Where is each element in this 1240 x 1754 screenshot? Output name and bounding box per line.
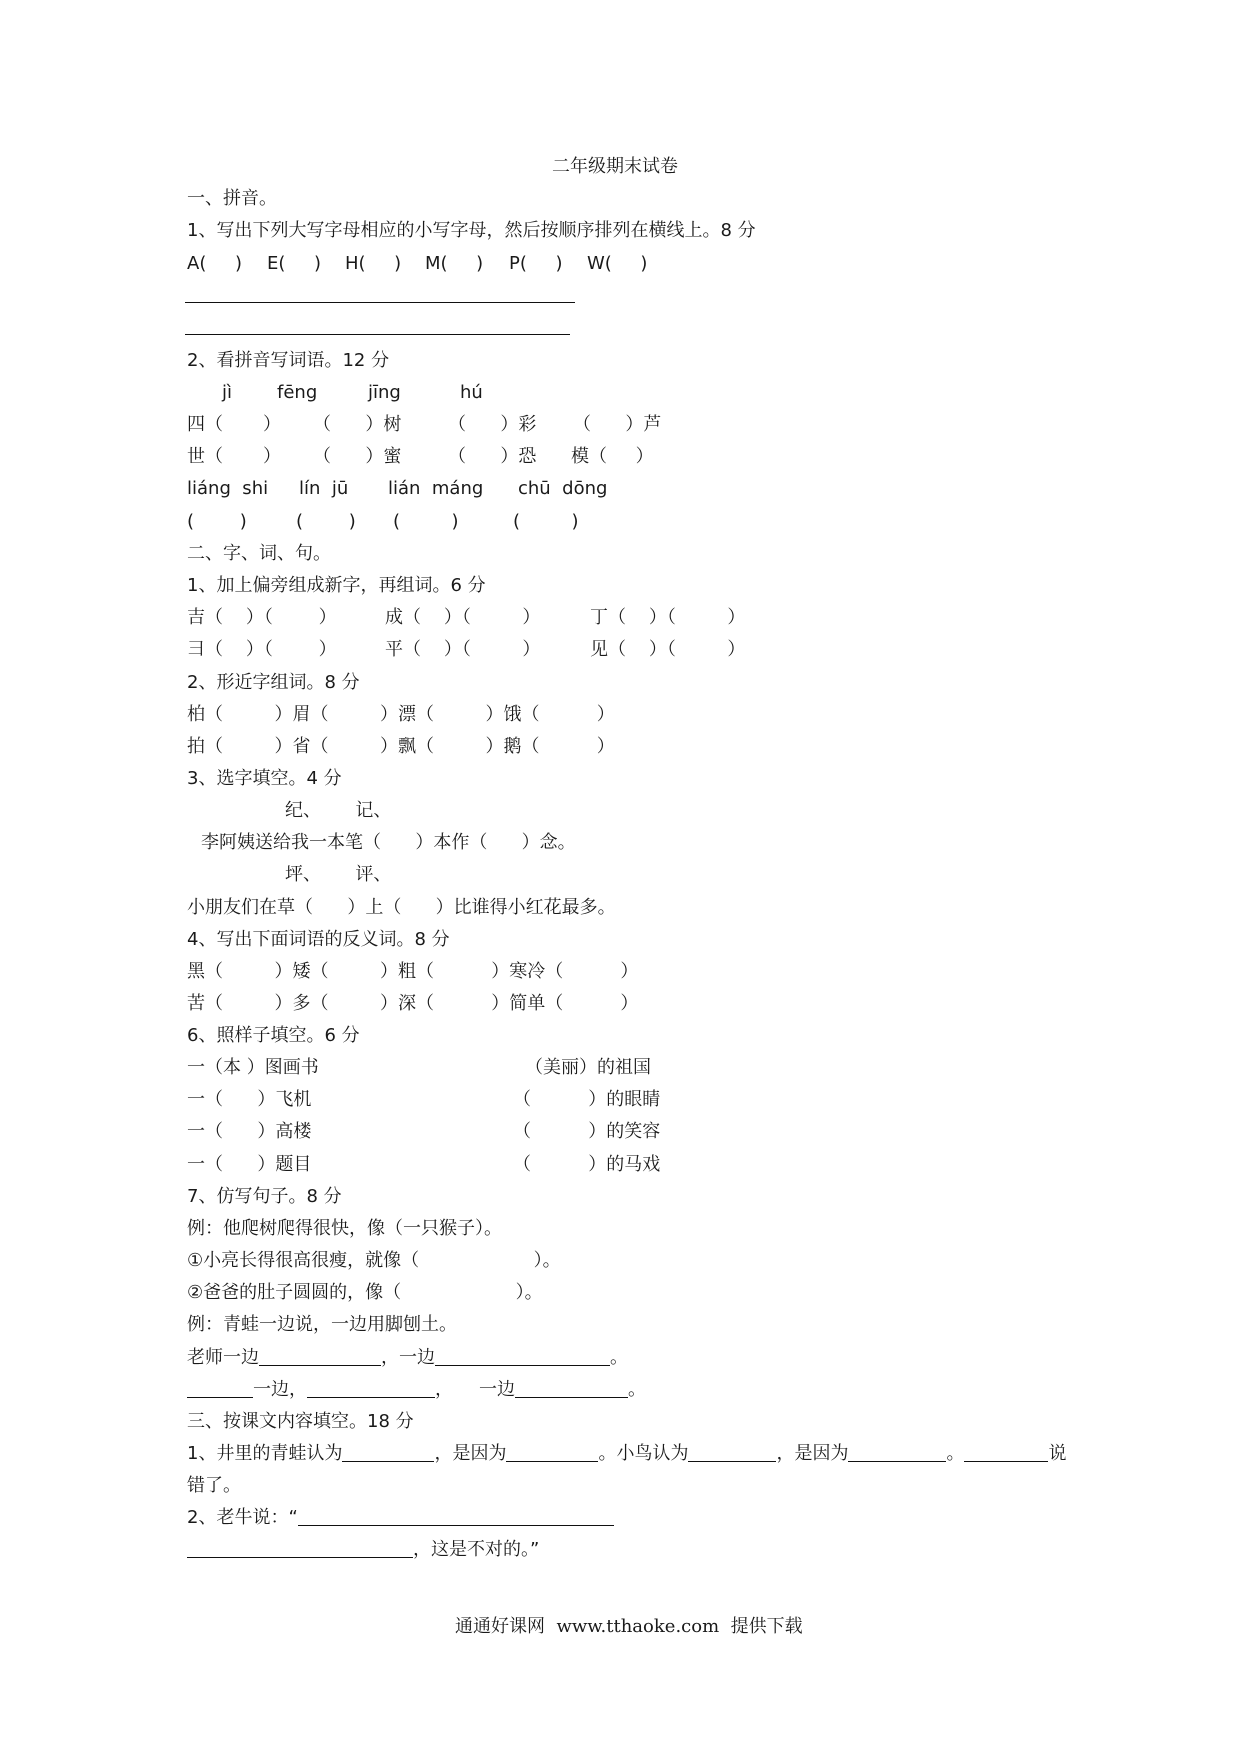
pattern-left-2: 一（ ）飞机 — [187, 1089, 312, 1110]
radical-r1-2: 成（ ）（ ） — [385, 607, 541, 628]
pinyin-lianmang: lián máng — [388, 478, 484, 499]
s3-part-c: 。 — [610, 1347, 628, 1368]
q1-part-c: 。小鸟认为 — [598, 1443, 689, 1464]
radical-r2-2: 平（ ）（ ） — [385, 639, 541, 660]
word-row3-4: ( ) — [513, 511, 579, 532]
blank-q1-3[interactable] — [688, 1443, 776, 1462]
section-2-heading: 二、字、词、句。 — [187, 543, 331, 564]
similar-row-2: 拍（ ）省（ ）飘（ ）鹅（ ） — [187, 736, 615, 757]
s3-part-b: ，一边 — [381, 1347, 435, 1368]
q1-part-e: 。 — [946, 1443, 965, 1464]
letter-a: A( ) — [187, 253, 242, 274]
pinyin-ji: jì — [222, 382, 233, 403]
word-row3-1: ( ) — [187, 511, 247, 532]
blank-s3-2[interactable] — [435, 1347, 610, 1366]
blank-q2-2[interactable] — [187, 1539, 413, 1558]
pattern-left-3: 一（ ）高楼 — [187, 1121, 312, 1142]
q2-1-text: 1、加上偏旁组成新字，再组词。6 分 — [187, 575, 486, 596]
imitate-example-2: 例：青蛙一边说，一边用脚刨土。 — [187, 1314, 457, 1335]
imitate-sentence-1: ①小亮长得很高很瘦，就像（ ）。 — [187, 1250, 561, 1271]
similar-row-1: 柏（ ）眉（ ）漂（ ）饿（ ） — [187, 704, 615, 725]
q1-part-d: ，是因为 — [776, 1443, 849, 1464]
page-title: 二年级期末试卷 — [552, 156, 678, 177]
q2-part-a: 2、老牛说：“ — [187, 1507, 298, 1528]
q2-4-text: 4、写出下面词语的反义词。8 分 — [187, 929, 450, 950]
q2-2-text: 2、形近字组词。8 分 — [187, 672, 360, 693]
letter-w: W( ) — [587, 253, 648, 274]
blank-s4-3[interactable] — [515, 1379, 628, 1398]
s4-part-d: 。 — [628, 1379, 646, 1400]
section-3-heading: 三、按课文内容填空。18 分 — [187, 1411, 414, 1432]
word-row2-3: （ ）恐 — [448, 446, 537, 467]
radical-r2-1: 彐（ ）（ ） — [187, 639, 337, 660]
s3-part-a: 老师一边 — [187, 1347, 259, 1368]
choice-options-2: 坪、 评、 — [285, 864, 392, 885]
letter-p: P( ) — [509, 253, 563, 274]
imitate-sentence-3 — [187, 1347, 628, 1369]
pattern-right-1: （美丽）的祖国 — [525, 1057, 651, 1078]
lesson-q1-cont: 错了。 — [187, 1475, 241, 1496]
answer-line-1[interactable] — [185, 302, 575, 303]
word-row2-2: （ ）蜜 — [313, 446, 402, 467]
blank-s4-2[interactable] — [307, 1379, 435, 1398]
pattern-right-3: （ ）的笑容 — [513, 1121, 661, 1142]
imitate-sentence-2: ②爸爸的肚子圆圆的，像（ ）。 — [187, 1282, 543, 1303]
s4-part-a: 一边， — [253, 1379, 307, 1400]
pattern-left-4: 一（ ）题目 — [187, 1154, 312, 1175]
pinyin-jing: jīng — [368, 382, 401, 403]
word-row3-2: ( ) — [296, 511, 356, 532]
q1-part-a: 1、井里的青蛙认为 — [187, 1443, 343, 1464]
answer-line-2[interactable] — [185, 334, 570, 335]
q1-2-text: 2、看拼音写词语。12 分 — [187, 350, 390, 371]
q2-6-text: 6、照样子填空。6 分 — [187, 1025, 360, 1046]
word-row1-2: （ ）树 — [313, 414, 402, 435]
word-row3-3: ( ) — [393, 511, 459, 532]
choice-sentence-2: 小朋友们在草（ ）上（ ）比谁得小红花最多。 — [187, 897, 616, 918]
section-1-heading: 一、拼音。 — [187, 188, 277, 209]
word-row2-1: 世（ ） — [187, 446, 282, 467]
q1-part-f: 说 — [1048, 1443, 1067, 1464]
blank-s4-1[interactable] — [187, 1379, 253, 1398]
q2-7-text: 7、仿写句子。8 分 — [187, 1186, 342, 1207]
imitate-sentence-4 — [187, 1379, 646, 1401]
letter-h: H( ) — [345, 253, 402, 274]
antonym-row-2: 苦（ ）多（ ）深（ ）简单（ ） — [187, 993, 639, 1014]
pinyin-chudong: chū dōng — [518, 478, 608, 499]
letter-m: M( ) — [425, 253, 484, 274]
letter-e: E( ) — [267, 253, 322, 274]
word-row1-1: 四（ ） — [187, 414, 282, 435]
radical-r1-3: 丁（ ）（ ） — [590, 607, 746, 628]
lesson-q2 — [187, 1507, 614, 1529]
s4-part-b: ， — [435, 1379, 453, 1400]
q1-part-b: ，是因为 — [434, 1443, 507, 1464]
word-row1-3: （ ）彩 — [448, 414, 537, 435]
blank-q1-1[interactable] — [342, 1443, 434, 1462]
lesson-q2-cont — [187, 1539, 539, 1561]
q2-part-b: ，这是不对的。” — [413, 1539, 540, 1560]
pinyin-liangshi: liáng shi — [187, 478, 269, 499]
pinyin-feng: fēng — [277, 382, 318, 403]
pinyin-hu: hú — [460, 382, 483, 403]
pinyin-linju: lín jū — [299, 478, 349, 499]
pattern-left-1: 一（本 ）图画书 — [187, 1057, 319, 1078]
choice-sentence-1: 李阿姨送给我一本笔（ ）本作（ ）念。 — [201, 832, 576, 853]
pattern-right-4: （ ）的马戏 — [513, 1154, 661, 1175]
word-row2-4: 模（ ） — [571, 446, 654, 467]
pattern-right-2: （ ）的眼睛 — [513, 1089, 661, 1110]
blank-s3-1[interactable] — [259, 1347, 381, 1366]
blank-q1-2[interactable] — [506, 1443, 598, 1462]
word-row1-4: （ ）芦 — [573, 414, 662, 435]
blank-q1-5[interactable] — [964, 1443, 1048, 1462]
radical-r1-1: 吉（ ）（ ） — [187, 607, 337, 628]
footer-credit: 通通好课网 www.tthaoke.com 提供下载 — [455, 1616, 803, 1637]
radical-r2-3: 见（ ）（ ） — [590, 639, 746, 660]
imitate-example-1: 例：他爬树爬得很快，像（一只猴子）。 — [187, 1218, 502, 1239]
lesson-q1 — [187, 1443, 1066, 1465]
s4-part-c: 一边 — [479, 1379, 515, 1400]
antonym-row-1: 黑（ ）矮（ ）粗（ ）寒冷（ ） — [187, 961, 639, 982]
choice-options-1: 纪、 记、 — [285, 800, 392, 821]
q2-3-text: 3、选字填空。4 分 — [187, 768, 342, 789]
blank-q1-4[interactable] — [848, 1443, 946, 1462]
blank-q2-1[interactable] — [298, 1507, 614, 1526]
q1-1-text: 1、写出下列大写字母相应的小写字母，然后按顺序排列在横线上。8 分 — [187, 220, 756, 241]
